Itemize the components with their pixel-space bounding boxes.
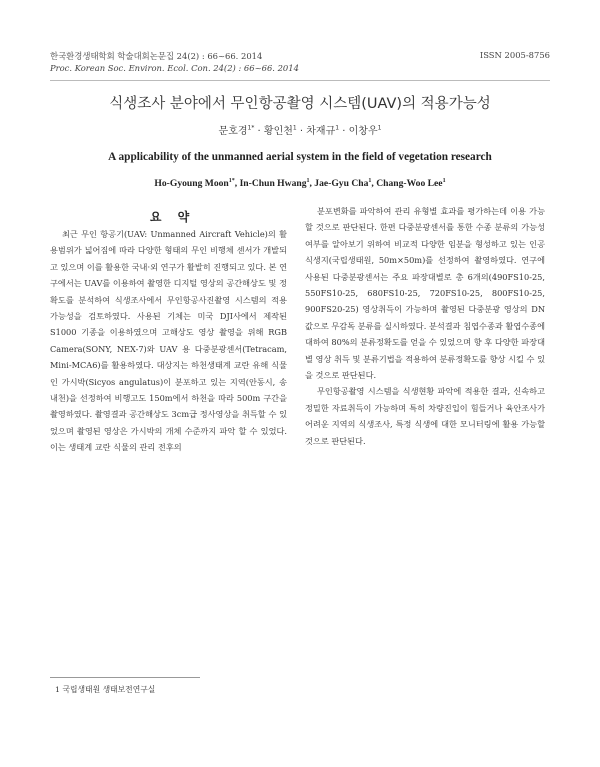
- abstract-left-column: [50, 226, 287, 456]
- paper-title-en: A applicability of the unmanned aerial system in the field of vegetation research: [108, 151, 492, 163]
- abstract-paragraph: 최근 무인 항공기(UAV: Unmanned Aircraft Vehicle)의 활용범위가 넓어짐에 따라 다양한 형태의 무인 비행체 센서가 개발되고 있으며 이를 활용한 국내·외 연구가 활발히 진행되고 있다. 본 연구에서는 UAV를 이용하여 촬영한 디지털 영상의 공간해상도 및 정확도를 분석하여 식생조사에서 무인항공사진촬영 시스템의 적용 가능성을 검토하였다. 사용된 기체는 미국 DJI사에서 제작된 S1000 기종을 이용하였으며 고해상도 영상 촬영을 위해 RGB Camera(SONY, NEX-7)와 UAV 용 다중분광센서(Tetracam, Mini-MCA6)를 활용하였다. 대상지는 하천생태계 교란 유해 식물인 가시박(Sicyos angulatus)이 분포하고 있는 지역(안동시, 송내천)을 선정하여 비행고도 150m에서 하천을 따라 500m 구간을 촬영하였다. 촬영결과 공간해상도 3cm급 정사영상을 취득할 수 있었으며 촬영된 영상은 가시박의 개체 수준까지 파악 할 수 있었다. 이는 생태계 교란 식물의 관리 전후의: [50, 229, 287, 453]
- affiliation-footnote: 1 국립생태원 생태보전연구실: [55, 685, 156, 694]
- author-ko: 차재규: [306, 126, 336, 137]
- paper-title-ko: 식생조사 분야에서 무인항공촬영 시스템(UAV)의 적용가능성: [109, 96, 491, 112]
- author-affil-ko: 1*: [247, 124, 255, 132]
- abstract-right-column: [305, 203, 545, 449]
- author-ko: 황인천: [263, 126, 293, 137]
- author-en: Jae-Gyu Cha: [314, 178, 369, 190]
- abstract-paragraph: 무인항공촬영 시스템을 식생현황 파악에 적용한 결과, 신속하고 정밀한 자료취득이 가능하며 특히 차량진입이 힘들거나 육안조사가 어려운 지역의 식생조사, 특정 식생에 대한 모니터링에 활용 가능할 것으로 판단된다.: [305, 386, 545, 446]
- footnote-divider: [50, 677, 200, 678]
- author-affil-en: 1: [306, 178, 310, 184]
- abstract-heading: 요 약: [149, 210, 196, 224]
- author-affil-en: 1: [368, 178, 372, 184]
- author-ko: 문호경: [218, 126, 248, 137]
- author-affil-en: 1: [442, 178, 446, 184]
- author-en: Ho-Gyoung Moon: [154, 178, 229, 190]
- author-affil-ko: 1: [377, 124, 382, 132]
- journal-citation-ko: 한국환경생태학회 학술대회논문집 24(2) : 66~66. 2014: [50, 51, 263, 61]
- header-divider: [50, 80, 550, 81]
- author-ko: 이창우: [348, 126, 378, 137]
- author-list-ko: 문호경$^{1*}$ · 황인천$^1$ · 차재규$^1$ · 이창우$^1$: [218, 124, 382, 137]
- author-en: In-Chun Hwang: [239, 178, 307, 190]
- abstract-paragraph: 분포변화를 파악하여 관리 유형별 효과를 평가하는데 이용 가능 할 것으로 판단된다. 한편 다중분광센서를 통한 수종 분류의 가능성 여부를 알아보기 위하여 비교적 다양한 임분을 형성하고 있는 인공식생지(국립생태원, 50m×50m)를 선정하여 촬영하였다. 연구에 사용된 다중분광센서는 주요 파장대별로 총 6개의(490FS10-25, 550FS10-25, 680FS10-25, 720FS10-25, 800FS10-25, 900FS20-25) 영상취득이 가능하며 촬영된 다중분광 영상의 DN값으로 무감독 분류를 실시하였다. 분석결과 침엽수종과 활엽수종에 대하여 80%의 분류정확도를 얻을 수 있었으며 향 후 다양한 파장대별 영상 취득 및 분류기법을 적용하여 분류정확도를 향상 시킬 수 있을 것으로 판단된다.: [305, 206, 545, 381]
- author-affil-ko: 1: [292, 124, 297, 132]
- author-affil-en: 1*: [228, 178, 235, 184]
- journal-citation-en: Proc. Korean Soc. Environ. Ecol. Con. 24(2) : 66~66. 2014: [50, 63, 299, 73]
- author-en: Chang-Woo Lee: [376, 178, 443, 190]
- issn: ISSN 2005-8756: [479, 50, 550, 60]
- author-affil-ko: 1: [335, 124, 340, 132]
- author-list-en: Ho-Gyoung Moon$^{1*}$, In-Chun Hwang$^1$, Jae-Gyu Cha$^1$, Chang-Woo Lee$^1$: [154, 178, 446, 190]
